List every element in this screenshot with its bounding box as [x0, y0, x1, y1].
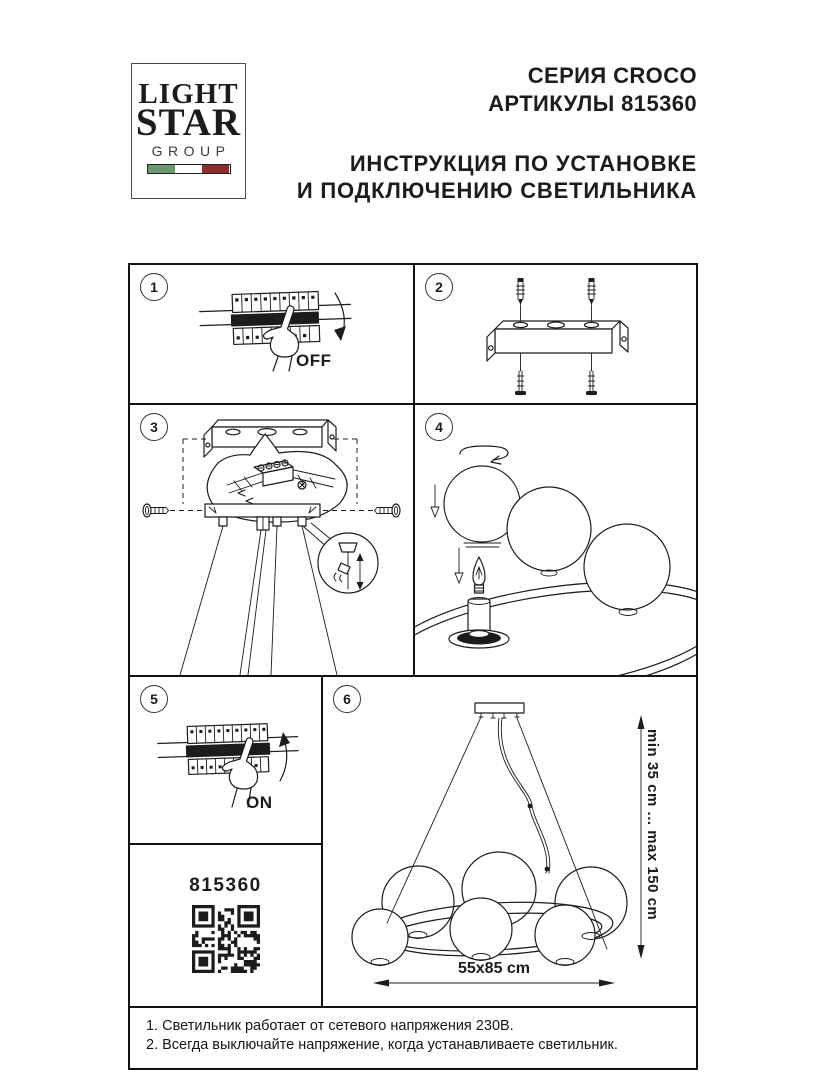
instruction-title-line2: И ПОДКЛЮЧЕНИЮ СВЕТИЛЬНИКА: [296, 178, 697, 203]
qr-article-number: 815360: [189, 875, 262, 896]
on-label: ON: [246, 793, 273, 812]
step2-panel: [415, 265, 696, 403]
step3-panel: [130, 405, 413, 675]
step1-number-badge: 1: [140, 273, 168, 301]
step5-panel: [130, 677, 321, 843]
italian-flag-icon: [147, 164, 231, 174]
step6-number-badge: 6: [333, 685, 361, 713]
step4-panel: [415, 405, 696, 675]
chandelier-dimensions-diagram: [323, 677, 696, 1006]
lightstar-logo: [131, 63, 246, 199]
circuit-breaker-off-diagram: [130, 265, 413, 403]
footer-note-2: 2. Всегда выключайте напряжение, когда устанавливаете светильник.: [146, 1037, 618, 1053]
height-dimension-label: min 35 cm ... max 150 cm: [644, 729, 661, 921]
step6-panel: [323, 677, 696, 1006]
step2-number-badge: 2: [425, 273, 453, 301]
step3-number-badge: 3: [140, 413, 168, 441]
series-title: СЕРИЯ CROCO: [527, 63, 697, 88]
steps-grid: [128, 263, 698, 1008]
step4-number-badge: 4: [425, 413, 453, 441]
logo-word-group: GROUP: [151, 143, 231, 159]
globe-assembly-diagram: [415, 405, 696, 675]
canopy-wiring-diagram: [130, 405, 413, 675]
step5-number-badge: 5: [140, 685, 168, 713]
document-header: [297, 62, 697, 204]
qr-code: [192, 905, 260, 973]
step1-panel: [130, 265, 413, 403]
article-title: АРТИКУЛЫ 815360: [488, 91, 697, 116]
instruction-title-line1: ИНСТРУКЦИЯ ПО УСТАНОВКЕ: [349, 151, 697, 176]
width-dimension-label: 55x85 cm: [457, 960, 531, 977]
wall-bracket-anchors-diagram: [415, 265, 696, 403]
logo-word-light: LIGHT: [138, 78, 239, 110]
footer-note-1: 1. Светильник работает от сетевого напряжения 230В.: [146, 1018, 514, 1034]
footer-notes: [128, 1006, 698, 1070]
off-label: OFF: [296, 351, 332, 370]
qr-panel: [130, 845, 321, 1006]
logo-word-star: STAR: [135, 101, 242, 144]
